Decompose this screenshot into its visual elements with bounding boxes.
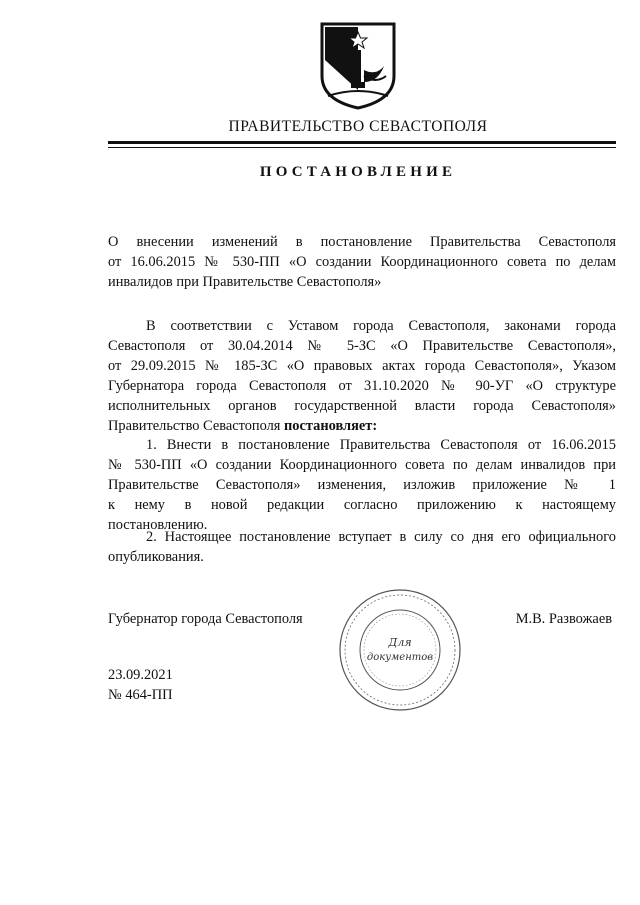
resolution-item-1 — [108, 435, 616, 535]
resolution-item-2 — [108, 527, 616, 567]
header-rule-thin — [108, 147, 616, 148]
preamble-paragraph — [108, 316, 616, 436]
preamble-line — [108, 416, 616, 436]
preamble-line: Губернатора города Севастополя от 31.10.2020 № 90-УГ «О структуре — [108, 378, 616, 394]
item1-line-text: 1. Внести в постановление Правительства Севастополя от 16.06.2015 — [146, 437, 616, 453]
item1-line — [108, 435, 616, 455]
item2-line: опубликования. — [108, 549, 204, 565]
preamble-last-text: Правительство Севастополя — [108, 418, 281, 434]
subject-line: от 16.06.2015 № 530-ПП «О создании Координационного совета по делам — [108, 254, 616, 270]
subject-line: инвалидов при Правительстве Севастополя» — [108, 274, 382, 290]
header-rule-thick — [108, 141, 616, 144]
subject-line: О внесении изменений в постановление Правительства Севастополя — [108, 234, 616, 250]
document-date-number — [108, 665, 173, 705]
item1-line: к нему в новой редакции согласно приложению к настоящему — [108, 497, 616, 513]
preamble-line: Севастополя от 30.04.2014 № 5-ЗС «О Правительстве Севастополя», — [108, 338, 616, 354]
preamble-line-text: В соответствии с Уставом города Севастополя, законами города — [146, 318, 616, 334]
signatory-position: Губернатор города Севастополя — [108, 611, 303, 627]
stamp-text: документов — [366, 652, 434, 663]
sevastopol-coat-of-arms-icon — [318, 20, 398, 112]
government-title: ПРАВИТЕЛЬСТВО СЕВАСТОПОЛЯ — [228, 118, 488, 135]
item1-line: постановлению. — [108, 517, 208, 533]
preamble-line: от 29.09.2015 № 185-ЗС «О правовых актах города Севастополя», Указом — [108, 358, 616, 374]
resolves-keyword: постановляет: — [284, 418, 378, 434]
stamp-text: Для — [388, 636, 412, 649]
preamble-line: исполнительных органов государственной власти города Севастополя» — [108, 398, 616, 414]
document-date: 23.09.2021 — [108, 667, 173, 683]
document-type-title: ПОСТАНОВЛЕНИЕ — [259, 164, 457, 180]
item1-line: Правительстве Севастополя» изменения, изложив приложение № 1 — [108, 477, 616, 493]
preamble-line — [108, 316, 616, 336]
item2-line-text: 2. Настоящее постановление вступает в силу со дня его официального — [146, 529, 616, 545]
item1-line: № 530-ПП «О создании Координационного совета по делам инвалидов при — [108, 457, 616, 473]
signatory-name: М.В. Развожаев — [515, 611, 612, 627]
official-stamp — [336, 586, 464, 714]
document-subject — [108, 232, 616, 292]
item2-line — [108, 527, 616, 547]
document-number: № 464-ПП — [108, 687, 173, 703]
